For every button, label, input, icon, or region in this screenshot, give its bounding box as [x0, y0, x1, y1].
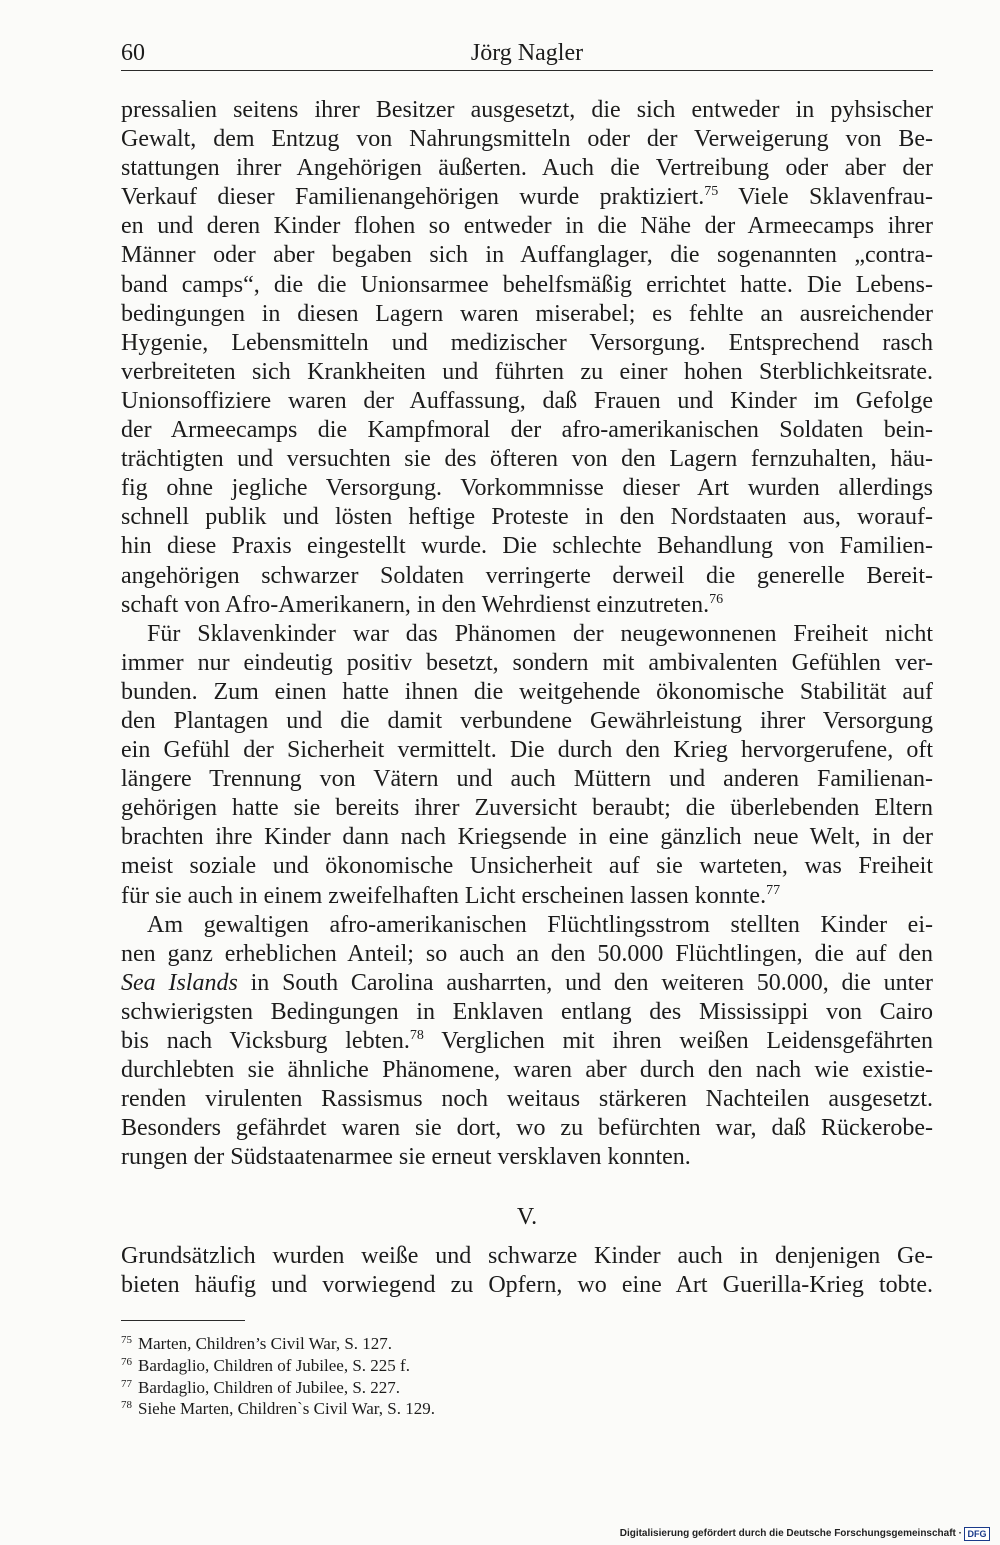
text-line: Sea Islands in South Carolina ausharrten, und den weiteren 50.000, die unter [121, 969, 933, 996]
text-line: Für Sklavenkinder war das Phänomen der neugewonnenen Freiheit nicht [147, 620, 933, 647]
text-line: fig ohne jegliche Versorgung. Vorkommnisse dieser Art wurden allerdings [121, 475, 933, 502]
digitization-credit: Digitalisierung gefördert durch die Deutsche Forschungsgemeinschaft · [619, 1528, 962, 1539]
text-line: Besonders gefährdet waren sie dort, wo zu befürchten war, daß Rückerobe- [121, 1115, 933, 1142]
text-line: en und deren Kinder flohen so entweder in die Nähe der Armeecamps ihrer [121, 213, 933, 240]
footnote-ref: 77 [766, 882, 781, 898]
footnote-item: $^{77}$ Bardaglio, Children of Jubilee, S. 227. [121, 1377, 401, 1397]
text-line: Gewalt, dem Entzug von Nahrungsmitteln oder der Verweigerung von Be- [121, 126, 933, 153]
text-line: hin diese Praxis eingestellt wurde. Die schlechte Behandlung von Familien- [121, 533, 933, 560]
footnote-divider [121, 1320, 245, 1321]
text-line: brachten ihre Kinder dann nach Kriegsende in eine gänzlich neue Welt, in der [121, 824, 933, 851]
text-line: nen ganz erheblichen Anteil; so auch an den 50.000 Flüchtlingen, die auf den [121, 940, 933, 967]
text-line: durchlebten sie ähnliche Phänomene, waren aber durch den nach wie existie- [121, 1057, 933, 1084]
footnote-item: $^{75}$ Marten, Children’s Civil War, S. 127. [121, 1334, 393, 1353]
text-line: Grundsätzlich wurden weiße und schwarze Kinder auch in denjenigen Ge- [121, 1243, 933, 1269]
text-line: ein Gefühl der Sicherheit vermittelt. Die durch den Krieg hervorgerufene, oft [121, 737, 933, 764]
text-line: schnell publik und lösten heftige Proteste in den Nordstaaten aus, worauf- [121, 504, 933, 531]
body-text [121, 96, 933, 1172]
text-line: längere Trennung von Vätern und auch Müttern und anderen Familienan- [121, 766, 933, 793]
text-line: bunden. Zum einen hatte ihnen die weitgehende ökonomische Stabilität auf [121, 678, 933, 705]
text-line: gehörigen hatte sie bereits ihrer Zuversicht beraubt; die überlebenden Eltern [121, 795, 933, 822]
text-line: immer nur eindeutig positiv besetzt, sondern mit ambivalenten Gefühlen ver- [121, 649, 933, 676]
text-line: stattungen ihrer Angehörigen äußerten. Auch die Vertreibung oder aber der [121, 155, 933, 182]
text-line: bieten häufig und vorwiegend zu Opfern, wo eine Art Guerilla-Krieg tobte. [121, 1272, 933, 1299]
footnote-ref: 76 [709, 591, 724, 607]
text-line: schaft von Afro-Amerikanern, in den Wehrdienst einzutreten.$^{76}$ [121, 591, 724, 618]
footnote-item: $^{76}$ Bardaglio, Children of Jubilee, S. 225 f. [121, 1355, 410, 1375]
text-line: der Armeecamps die Kampfmoral der afro-amerikanischen Soldaten bein- [121, 417, 933, 444]
text-line: bis nach Vicksburg lebten.$^{78}$ Verglichen mit ihren weißen Leidensgefährten [121, 1028, 933, 1054]
text-line: meist soziale und ökonomische Unsicherheit auf sie warteten, was Freiheit [121, 853, 933, 880]
footnote-ref: 78 [409, 1028, 424, 1043]
text-line: für sie auch in einem zweifelhaften Licht erscheinen lassen konnte.$^{77}$ [121, 882, 781, 909]
footnote-ref: 75 [704, 184, 719, 200]
text-line: Hygenie, Lebensmitteln und medizischer Versorgung. Entsprechend rasch [121, 329, 933, 356]
footnote-item: $^{78}$ Siehe Marten, Children`s Civil War, S. 129. [121, 1399, 435, 1419]
text-line: Am gewaltigen afro-amerikanischen Flüchtlingsstrom stellten Kinder ei- [147, 911, 933, 938]
text-line: trächtigten und versuchten sie des öfteren von den Lagern fernzuhalten, häu- [121, 446, 933, 473]
text-line: pressalien seitens ihrer Besitzer ausgesetzt, die sich entweder in pyhsischer [121, 97, 933, 123]
text-line: Männer oder aber begaben sich in Auffanglager, die sogenannten „contra- [121, 242, 933, 269]
text-line: schwierigsten Bedingungen in Enklaven entlang des Mississippi von Cairo [121, 998, 933, 1025]
footnotes [121, 1333, 933, 1420]
text-line: angehörigen schwarzer Soldaten verringerte derweil die generelle Bereit- [121, 562, 933, 589]
text-line: den Plantagen und die damit verbundene Gewährleistung ihrer Versorgung [121, 707, 933, 734]
text-line: Verkauf dieser Familienangehörigen wurde praktiziert.$^{75}$ Viele Sklavenfrau- [121, 184, 933, 211]
page-header [121, 40, 933, 71]
running-head-author: Jörg Nagler [470, 40, 584, 66]
text-line: verbreiteten sich Krankheiten und führten zu einer hohen Sterblichkeitsrate. [121, 358, 933, 385]
section-heading: V. [516, 1204, 538, 1230]
text-line: Unionsoffiziere waren der Auffassung, daß Frauen und Kinder im Gefolge [121, 387, 933, 414]
dfg-logo-icon: DFG [964, 1527, 990, 1541]
text-line: bedingungen in diesen Lagern waren miserabel; es fehlte an ausreichender [121, 300, 933, 327]
text-line: band camps“, die die Unionsarmee behelfsmäßig errichtet hatte. Die Lebens- [121, 271, 933, 298]
text-line: rungen der Südstaatenarmee sie erneut versklaven konnten. [121, 1144, 691, 1171]
italic-place-name: Sea Islands [121, 969, 238, 996]
text-line: renden virulenten Rassismus noch weitaus stärkeren Nachteilen ausgesetzt. [121, 1086, 933, 1113]
closing-paragraph [121, 1242, 933, 1300]
page-number: 60 [121, 40, 145, 66]
